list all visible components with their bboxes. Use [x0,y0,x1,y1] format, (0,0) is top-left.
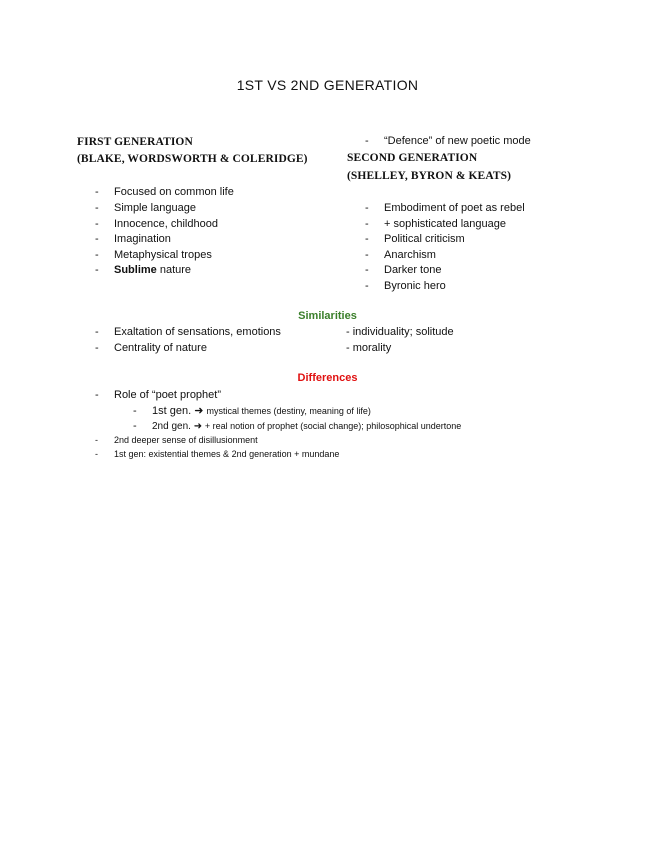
list-item [365,231,625,247]
list-item-text: Darker tone [384,264,442,276]
list-item-text [114,262,191,278]
list-item [365,278,625,294]
list-item-text: Anarchism [384,249,436,261]
list-dash: - [95,449,98,459]
list-dash: - [365,233,369,245]
list-item [365,200,625,216]
list-item-text: Centrality of nature [114,342,207,354]
differences-heading: Differences [297,372,358,384]
list-item-text: Focused on common life [114,186,234,198]
list-item [365,216,625,232]
list-item [95,216,325,232]
list-item [95,184,325,200]
list-dash: - [95,233,99,245]
list-item-text: Imagination [114,233,171,245]
list-item-text: “Defence” of new poetic mode [384,135,531,147]
list-item [95,340,335,356]
sub-list-item [133,418,613,434]
sublime-rest: nature [156,264,192,276]
list-item-text: Byronic hero [384,280,446,292]
list-dash: - [365,249,369,261]
list-item-text [152,418,461,434]
list-item [95,387,395,403]
list-item [95,247,325,263]
list-item-text: Innocence, childhood [114,218,218,230]
sub2-rest: + real notion of prophet (social change); philosophical undertone [204,421,462,431]
sub1-rest: mystical themes (destiny, meaning of life) [206,406,371,416]
list-dash: - [95,342,99,354]
page-title: 1ST VS 2ND GENERATION [236,77,419,93]
list-dash: - [95,186,99,198]
list-dash: - [95,264,99,276]
list-dash: - [133,420,137,432]
list-item-text: Exaltation of sensations, emotions [114,326,281,338]
list-item [95,262,325,278]
list-item [95,447,495,461]
similarities-right-item: - individuality; solitude [346,326,454,338]
sub2-prefix: 2nd gen. ➜ [152,421,205,432]
list-item [365,262,625,278]
sub1-prefix: 1st gen. ➜ [152,405,207,417]
list-item-text: Simple language [114,202,196,214]
list-dash: - [365,280,369,292]
list-item-text [152,403,371,419]
list-dash: - [365,202,369,214]
list-item [95,231,325,247]
list-dash: - [95,435,98,445]
list-dash: - [365,218,369,230]
list-dash: - [95,326,99,338]
list-dash: - [365,135,369,147]
similarities-heading: Similarities [298,310,357,322]
list-dash: - [133,405,137,417]
list-item-text: 2nd deeper sense of disillusionment [114,435,258,445]
list-item [365,133,625,149]
list-dash: - [95,389,99,401]
list-item-text: Embodiment of poet as rebel [384,202,525,214]
second-generation-heading: SECOND GENERATION [347,152,478,164]
second-generation-poets: (SHELLEY, BYRON & KEATS) [347,170,512,182]
list-dash: - [95,202,99,214]
list-item-text: + sophisticated language [384,218,507,230]
sublime-bold: Sublime [114,264,157,276]
similarities-right-item: - morality [346,342,392,354]
list-item-text: Political criticism [384,233,465,245]
list-item [95,324,335,340]
first-generation-poets: (BLAKE, WORDSWORTH & COLERIDGE) [77,153,308,165]
list-dash: - [95,249,99,261]
list-item-text: Role of “poet prophet” [114,389,222,401]
list-dash: - [95,218,99,230]
list-dash: - [365,264,369,276]
sub-list-item [133,403,553,419]
list-item [95,433,415,447]
list-item [95,200,325,216]
list-item [365,247,625,263]
first-generation-heading: FIRST GENERATION [77,136,193,148]
list-item-text: Metaphysical tropes [114,249,212,261]
list-item-text: 1st gen: existential themes & 2nd generation + mundane [114,449,340,459]
